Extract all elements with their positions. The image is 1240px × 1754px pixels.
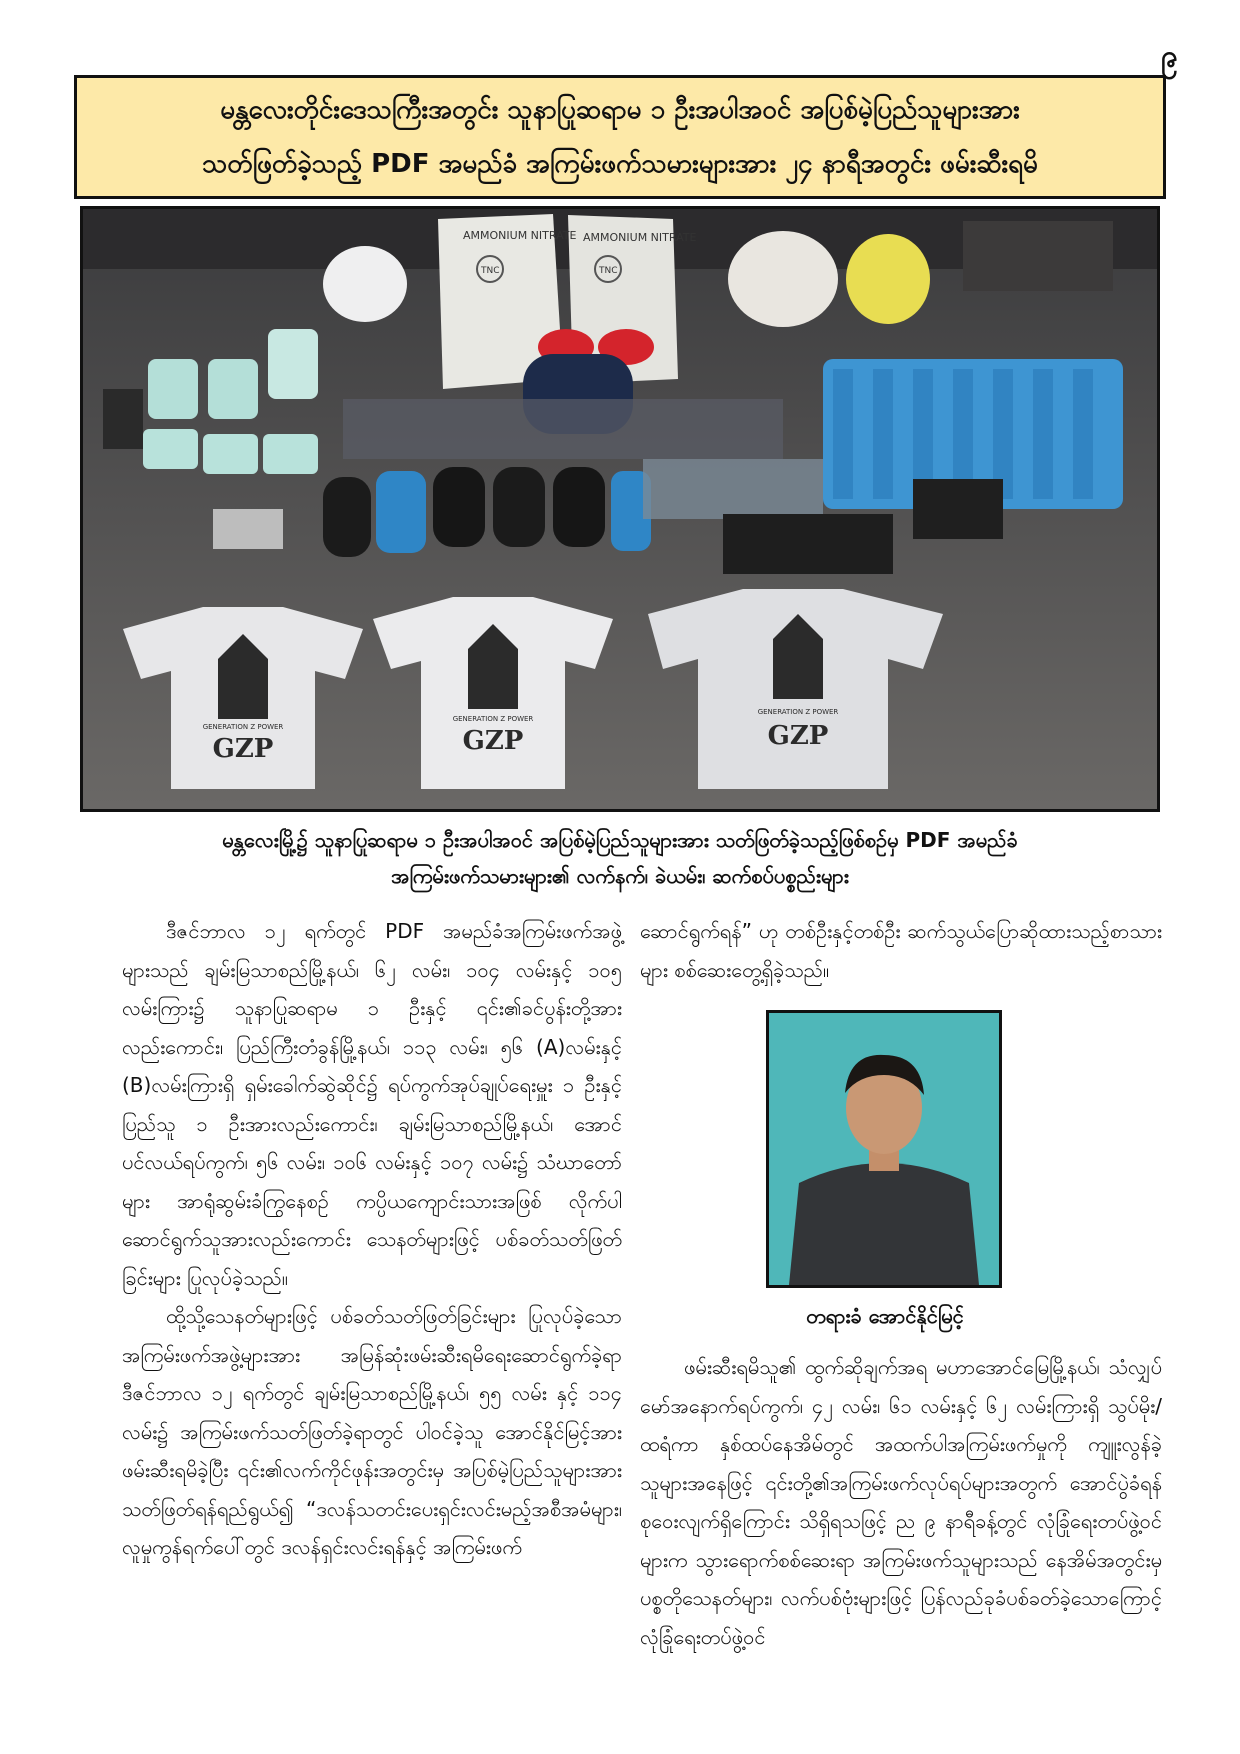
shirt-2-subtext: GENERATION Z POWER (452, 715, 534, 723)
shirt-1-gzp-text: GZP (212, 734, 274, 764)
main-photo-caption (80, 822, 1160, 894)
headline-line-1: မန္တလေးတိုင်းဒေသကြီးအတွင်း သူနာပြုဆရာမ ၁ ဦးအပါအဝင် အပြစ်မဲ့ပြည်သူများအား (220, 95, 1020, 125)
left-paragraph-1: ဒီဇင်ဘာလ ၁၂ ရက်တွင် PDF အမည်ခံအကြမ်းဖက်အဖွဲ့များသည် ချမ်းမြသာစည်မြို့နယ်၊ ၆၂ လမ်း၊ ၁၀၄ လမ်းနှင့် ၁၀၅ လမ်းကြား၌ သူနာပြုဆရာမ ၁ ဦးနှင့် ၎င်း၏ခင်ပွန်းတို့အားလည်းကောင်း၊ ပြည်ကြီးတံခွန်မြို့နယ်၊ ၁၁၃ လမ်း၊ ၅၆ (A)လမ်းနှင့် (B)လမ်းကြားရှိ ရှမ်းခေါက်ဆွဲဆိုင်၌ ရပ်ကွက်အုပ်ချုပ်ရေးမှူး ၁ ဦးနှင့် ပြည်သူ ၁ ဦးအားလည်းကောင်း၊ ချမ်းမြသာစည်မြို့နယ်၊ အောင်ပင်လယ်ရပ်ကွက်၊ ၅၆ လမ်း၊ ၁၀၆ လမ်းနှင့် ၁၀၇ လမ်း၌ သံဃာတော်များ အာရုံဆွမ်းခံကြွနေစဉ် ကပ္ပိယကျောင်းသားအဖြစ် လိုက်ပါဆောင်ရွက်သူအားလည်းကောင်း သေနတ်များဖြင့် ပစ်ခတ်သတ်ဖြတ်ခြင်းများ ပြုလုပ်ခဲ့သည်။ (122, 919, 622, 1290)
suspect-portrait (766, 1010, 1002, 1288)
sack-logo-2: TNC (599, 266, 618, 276)
main-caption-line-1: မန္တလေးမြို့၌ သူနာပြုဆရာမ ၁ ဦးအပါအဝင် အပြစ်မဲ့ပြည်သူများအား သတ်ဖြတ်ခဲ့သည့်ဖြစ်စဉ်မှ PDF အမည်ခံ (222, 828, 1018, 852)
right-column-bottom (640, 1348, 1162, 1656)
suspect-photo-illustration (769, 1013, 999, 1285)
shirt-1-subtext: GENERATION Z POWER (202, 723, 284, 731)
main-caption-line-2: အကြမ်းဖက်သမားများ၏ လက်နက်၊ ခဲယမ်း၊ ဆက်စပ်ပစ္စည်းများ (391, 864, 849, 888)
portrait-caption: တရားခံ အောင်နိုင်မြင့် (806, 1304, 964, 1328)
page-number: ၉ (1161, 39, 1178, 74)
shirt-3-gzp-text: GZP (767, 721, 829, 751)
headline-line-2: သတ်ဖြတ်ခဲ့သည့် PDF အမည်ခံ အကြမ်းဖက်သမားများအား ၂၄ နာရီအတွင်း ဖမ်းဆီးရမိ (202, 149, 1038, 179)
shirt-2-gzp-text: GZP (462, 726, 524, 756)
sack-logo-1: TNC (481, 266, 500, 276)
left-paragraph-2: ထို့သို့သေနတ်များဖြင့် ပစ်ခတ်သတ်ဖြတ်ခြင်းများ ပြုလုပ်ခဲ့သော အကြမ်းဖက်အဖွဲ့များအား အမြန်ဆုံးဖမ်းဆီးရမိရေးဆောင်ရွက်ခဲ့ရာ ဒီဇင်ဘာလ ၁၂ ရက်တွင် ချမ်းမြသာစည်မြို့နယ်၊ ၅၅ လမ်း နှင့် ၁၁၄ လမ်း၌ အကြမ်းဖက်သတ်ဖြတ်ခဲ့ရာတွင် ပါဝင်ခဲ့သူ အောင်နိုင်မြင့်အား ဖမ်းဆီးရမိခဲ့ပြီး ၎င်း၏လက်ကိုင်ဖုန်းအတွင်းမှ အပြစ်မဲ့ပြည်သူများအား သတ်ဖြတ်ရန်ရည်ရွယ်၍ “ဒလန်သတင်းပေးရှင်းလင်းမည့်အစီအမံများ၊ လူမှုကွန်ရက်ပေါ်တွင် ဒလန်ရှင်းလင်းရန်နှင့် အကြမ်းဖက် (122, 1304, 622, 1559)
main-photo (80, 206, 1160, 812)
left-column (122, 912, 622, 1567)
right-paragraph-1-end: ဆောင်ရွက်ရန်” ဟု တစ်ဦးနှင့်တစ်ဦး ဆက်သွယ်ပြောဆိုထားသည့်စာသားများ စစ်ဆေးတွေ့ရှိခဲ့သည်။ (640, 919, 1162, 982)
sack-label-2: AMMONIUM NITRATE (583, 231, 697, 244)
right-column-top (640, 912, 1162, 989)
headline-box (74, 75, 1166, 199)
sack-label-1: AMMONIUM NITRATE (463, 229, 577, 242)
right-paragraph-2: ဖမ်းဆီးရမိသူ၏ ထွက်ဆိုချက်အရ မဟာအောင်မြေမြို့နယ်၊ သံလျှပ်မော်အနောက်ရပ်ကွက်၊ ၄၂ လမ်း၊ ၆၁ လမ်းနှင့် ၆၂ လမ်းကြားရှိ သွပ်မိုး/ထရံကာ နှစ်ထပ်နေအိမ်တွင် အထက်ပါအကြမ်းဖက်မှုကို ကျူးလွန်ခဲ့သူများအနေဖြင့် ၎င်းတို့၏အကြမ်းဖက်လုပ်ရပ်များအတွက် အောင်ပွဲခံရန် စုဝေးလျက်ရှိကြောင်း သိရှိရသဖြင့် ည ၉ နာရီခန့်တွင် လုံခြုံရေးတပ်ဖွဲ့ဝင်များက သွားရောက်စစ်ဆေးရာ အကြမ်းဖက်သူများသည် နေအိမ်အတွင်းမှ ပစ္စတိုသေနတ်များ၊ လက်ပစ်ဗုံးများဖြင့် ပြန်လည်ခုခံပစ်ခတ်ခဲ့သောကြောင့် လုံခြုံရေးတပ်ဖွဲ့ဝင် (640, 1355, 1162, 1649)
shirt-3-subtext: GENERATION Z POWER (757, 708, 839, 716)
evidence-photo-illustration (83, 209, 1157, 809)
